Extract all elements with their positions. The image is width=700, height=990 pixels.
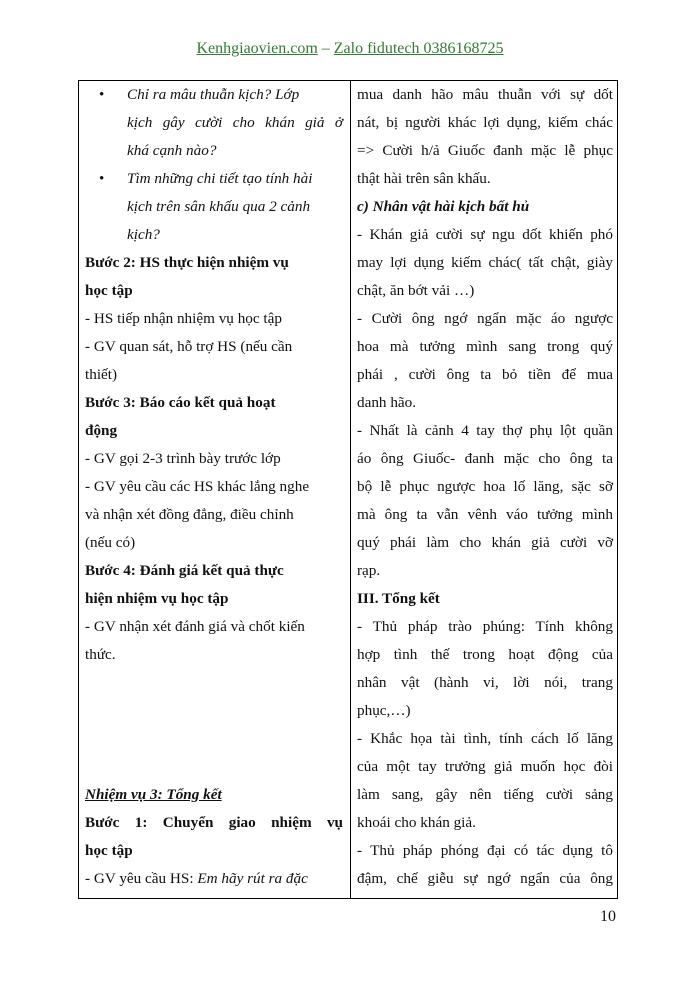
- step-heading: Bước 4: Đánh giá kết quả thực: [85, 562, 284, 579]
- content-line: chật, ăn bớt vải …): [357, 282, 475, 299]
- contact-link[interactable]: Zalo fidutech 0386168725: [333, 40, 504, 57]
- step-heading: Bước 1: Chuyển giao nhiệm vụ: [85, 814, 343, 831]
- activities-column: [85, 81, 343, 893]
- bullet-item: • Chỉ ra mâu thuẫn kịch? Lớp: [85, 81, 343, 109]
- content-line: khoái cho khán giả.: [357, 814, 476, 831]
- content-line: làm sang, gây nên tiếng cười sảng: [357, 786, 613, 803]
- blank-space: [85, 669, 343, 781]
- step-text: thức.: [85, 646, 116, 663]
- step-heading: Bước 2: HS thực hiện nhiệm vụ: [85, 254, 289, 271]
- content-line: quý phái làm cho khán giả cười vỡ: [357, 534, 613, 551]
- content-line: - Thủ pháp trào phúng: Tính không: [357, 618, 613, 635]
- content-line: thật hài trên sân khấu.: [357, 170, 491, 187]
- content-line: rạp.: [357, 562, 381, 579]
- content-line: bộ lễ phục ngược hoa lố lăng, sặc sỡ: [357, 478, 613, 495]
- content-line: may lợi dụng kiếm chác( tất chật, giày: [357, 254, 613, 271]
- bullet-icon: •: [99, 170, 105, 187]
- content-column: [357, 81, 613, 893]
- content-line: nát, bị người khác lợi dụng, kiếm chác: [357, 114, 613, 131]
- content-line: - Thủ pháp phóng đại có tác dụng tô: [357, 842, 613, 859]
- step-text: - GV gọi 2-3 trình bày trước lớp: [85, 450, 281, 467]
- step-text: - GV yêu cầu HS: Em hãy rút ra đặc: [85, 870, 308, 887]
- page-header: [0, 40, 700, 58]
- step-heading-cont: hiện nhiệm vụ học tập: [85, 590, 229, 607]
- content-line: hoa mà tưởng mình sang trong quý: [357, 338, 613, 355]
- step-text: (nếu có): [85, 534, 136, 551]
- step-text: - HS tiếp nhận nhiệm vụ học tập: [85, 310, 282, 327]
- content-line: danh hão.: [357, 394, 417, 411]
- header-separator: –: [317, 40, 334, 57]
- step-text: - GV nhận xét đánh giá và chốt kiến: [85, 618, 305, 635]
- bullet-item: • Tìm những chi tiết tạo tính hài: [85, 165, 343, 193]
- step-heading-cont: động: [85, 422, 118, 439]
- section-heading: III. Tổng kết: [357, 590, 440, 607]
- content-line: nhân vật (hành vi, lời nói, trang: [357, 674, 613, 691]
- task-heading: Nhiệm vụ 3: Tổng kết: [85, 786, 222, 803]
- content-line: => Cười h/ả Giuốc đanh mặc lễ phục: [357, 142, 613, 159]
- section-heading: c) Nhân vật hài kịch bất hủ: [357, 198, 530, 215]
- column-divider: [350, 81, 351, 898]
- step-text: - GV quan sát, hỗ trợ HS (nếu cần: [85, 338, 293, 355]
- step-heading-cont: học tập: [85, 842, 133, 859]
- step-heading-cont: học tập: [85, 282, 133, 299]
- content-line: - Nhất là cảnh 4 tay thợ phụ lột quần: [357, 422, 613, 439]
- step-text: và nhận xét đồng đẳng, điều chỉnh: [85, 506, 294, 523]
- page-number: 10: [600, 908, 616, 925]
- content-line: - Cười ông ngớ ngẩn mặc áo ngược: [357, 310, 613, 327]
- content-line: - Khắc họa tài tình, tính cách lố lăng: [357, 730, 613, 747]
- step-heading: Bước 3: Báo cáo kết quả hoạt: [85, 394, 276, 411]
- content-line: của một tay trưởng giả muốn học đòi: [357, 758, 613, 775]
- bullet-item-cont: kịch trên sân khấu qua 2 cảnh: [127, 198, 311, 215]
- content-line: hợp tình thế trong hoạt động của: [357, 646, 613, 663]
- step-text: - GV yêu cầu các HS khác lắng nghe: [85, 478, 310, 495]
- content-line: mà ông ta vẫn vênh váo tưởng mình: [357, 506, 613, 523]
- bullet-item-cont: kịch gây cười cho khán giả ở: [127, 114, 343, 131]
- content-line: mua danh hão mâu thuẫn với sự dốt: [357, 86, 613, 103]
- bullet-icon: •: [99, 86, 105, 103]
- content-line: áo ông Giuốc- đanh mặc cho ông ta: [357, 450, 613, 467]
- bullet-item-cont: khá cạnh nào?: [127, 142, 217, 159]
- content-line: - Khán giả cười sự ngu dốt khiến phó: [357, 226, 613, 243]
- bullet-item-cont: kịch?: [127, 226, 160, 243]
- content-line: phục,…): [357, 702, 411, 719]
- lesson-table: [78, 80, 618, 899]
- step-text: thiết): [85, 366, 118, 383]
- site-link[interactable]: Kenhgiaovien.com: [196, 40, 318, 57]
- content-line: phái , cười ông ta bỏ tiền để mua: [357, 366, 613, 383]
- content-line: đậm, chế giễu sự ngớ ngẩn của ông: [357, 870, 613, 887]
